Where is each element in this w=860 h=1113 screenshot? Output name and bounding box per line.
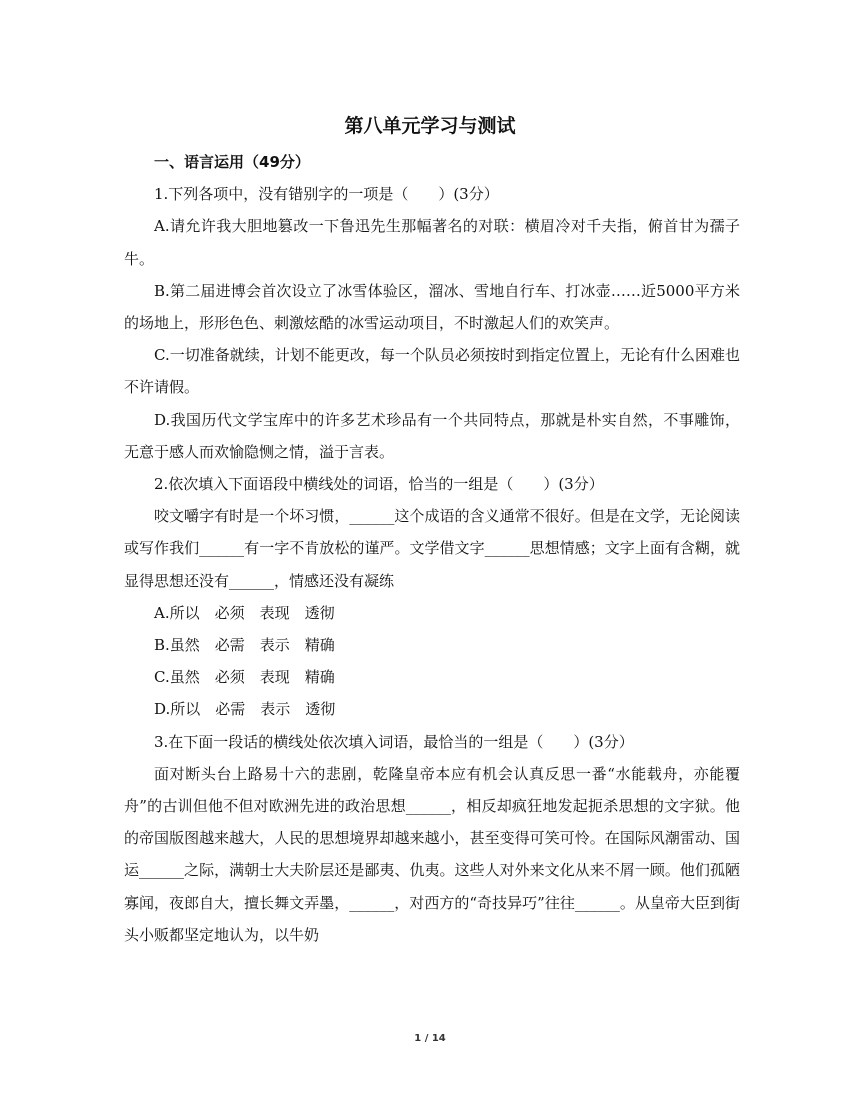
document-body (124, 146, 740, 951)
question-1-option-c: C.一切准备就续，计划不能更改，每一个队员必须按时到指定位置上，无论有什么困难也不许请假。 (124, 346, 740, 397)
question-3-passage: 面对断头台上路易十六的悲剧，乾隆皇帝本应有机会认真反思一番“水能载舟，亦能覆舟”的古训但他不但对欧洲先进的政治思想______，相反却疯狂地发起扼杀思想的文字狱。他的帝国版图越来越大，人民的思想境界却越来越小，甚至变得可笑可怜。在国际风潮雷动、国运______之际，满朝士大夫阶层还是鄙夷、仇夷。这些人对外来文化从来不屑一顾。他们孤陋寡闻，夜郎自大，擅长舞文弄墨，______，对西方的“奇技异巧”往往______。从皇帝大臣到街头小贩都坚定地认为，以牛奶 (124, 764, 740, 944)
question-1-option-b: B.第二届进博会首次设立了冰雪体验区，溜冰、雪地自行车、打冰壶……近5000平方米的场地上，形形色色、刺激炫酷的冰雪运动项目，不时激起人们的欢笑声。 (124, 281, 740, 333)
document-title: 第八单元学习与测试 (344, 115, 516, 137)
question-1-option-d: D.我国历代文学宝库中的许多艺术珍品有一个共同特点，那就是朴实自然，不事雕饰，无意于感人而欢愉隐恻之情，溢于言表。 (124, 410, 740, 461)
section-heading: 一、语言运用（49分） (154, 153, 310, 171)
question-3-stem: 3.在下面一段话的横线处依次填入词语，最恰当的一组是（ ）(3分） (154, 732, 634, 751)
question-1-option-a: A.请允许我大胆地篡改一下鲁迅先生那幅著名的对联：横眉冷对千夫指，俯首甘为孺子牛。 (124, 217, 740, 268)
question-2-option-a: A.所以 必须 表现 透彻 (154, 603, 335, 622)
question-2-passage: 咬文嚼字有时是一个坏习惯，______这个成语的含义通常不很好。但是在文学，无论阅读或写作我们______有一字不肯放松的谨严。文学借文字______思想情感；文字上面有含糊，就显得思想还没有______，情感还没有凝练 (124, 507, 740, 590)
question-1-stem: 1.下列各项中，没有错别字的一项是（ ）(3分） (154, 185, 499, 204)
page-number: 1 / 14 (414, 1033, 446, 1044)
question-2-option-b: B.虽然 必需 表示 精确 (154, 636, 335, 655)
question-2-option-c: C.虽然 必须 表现 精确 (154, 668, 335, 687)
question-2-option-d: D.所以 必需 表示 透彻 (154, 700, 336, 719)
question-2-stem: 2.依次填入下面语段中横线处的词语，恰当的一组是（ ）(3分） (154, 475, 604, 494)
